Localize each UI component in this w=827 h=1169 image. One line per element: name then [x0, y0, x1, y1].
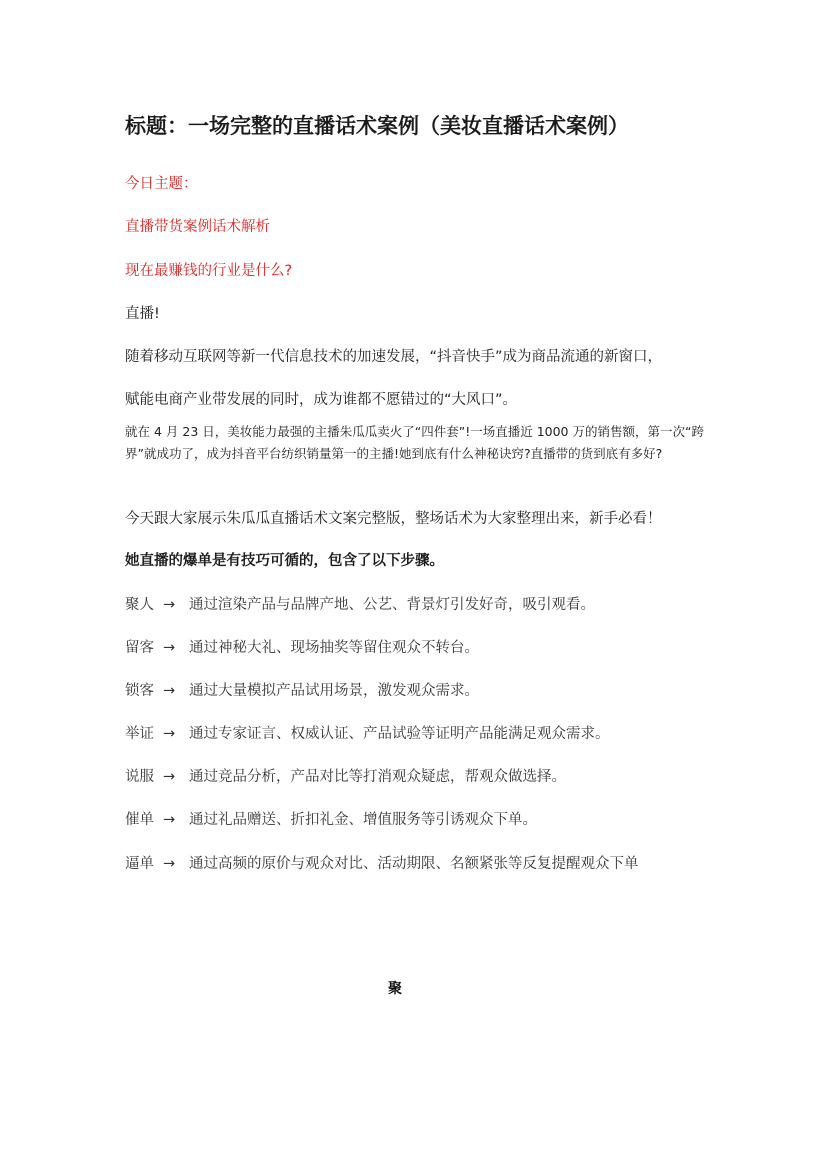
arrow-right-icon: → — [163, 856, 176, 872]
step-item — [125, 765, 566, 786]
red-line-question: 现在最赚钱的行业是什么? — [125, 263, 293, 279]
step-name: 催单 — [125, 812, 154, 828]
step-description: 通过礼品赠送、折扣礼金、增值服务等引诱观众下单。 — [189, 812, 537, 828]
step-description: 通过渲染产品与品牌产地、公艺、背景灯引发好奇，吸引观看。 — [189, 597, 595, 613]
bold-heading: 她直播的爆单是有技巧可循的，包含了以下步骤。 — [125, 553, 444, 569]
step-item — [125, 636, 479, 657]
step-description: 通过大量模拟产品试用场景，激发观众需求。 — [189, 683, 479, 699]
document-title: 标题：一场完整的直播话术案例（美妆直播话术案例） — [125, 114, 629, 138]
arrow-right-icon: → — [163, 726, 176, 742]
step-item — [125, 679, 479, 700]
paragraph-1-line-2: 赋能电商产业带发展的同时，成为谁都不愿错过的“大风口”。 — [125, 392, 518, 408]
step-item — [125, 722, 610, 743]
step-description: 通过高频的原价与观众对比、活动期限、名额紧张等反复提醒观众下单 — [189, 856, 639, 872]
arrow-right-icon: → — [163, 812, 176, 828]
arrow-right-icon: → — [163, 640, 176, 656]
step-item — [125, 593, 595, 614]
step-name: 举证 — [125, 726, 154, 742]
arrow-right-icon: → — [163, 597, 176, 613]
paragraph-live: 直播! — [125, 306, 160, 322]
step-item — [125, 852, 639, 873]
step-name: 锁客 — [125, 683, 154, 699]
step-name: 说服 — [125, 769, 154, 785]
step-name: 聚人 — [125, 597, 154, 613]
step-item — [125, 808, 537, 829]
red-line-today-topic: 今日主题： — [125, 176, 198, 192]
paragraph-1-line-1: 随着移动互联网等新一代信息技术的加速发展，“抖音快手”成为商品流通的新窗口， — [125, 349, 663, 365]
small-paragraph: 就在 4 月 23 日，美妆能力最强的主播朱瓜瓜卖火了“四件套”!一场直播近 1000 万的销售额，第一次“跨界”就成功了，成为抖音平台纺织销量第一的主播!她到底有什么神秘诀窍?直播带的货到底有多好? — [125, 424, 704, 461]
paragraph-2: 今天跟大家展示朱瓜瓜直播话术文案完整版，整场话术为大家整理出来，新手必看！ — [125, 511, 662, 527]
step-description: 通过专家证言、权威认证、产品试验等证明产品能满足观众需求。 — [189, 726, 610, 742]
arrow-right-icon: → — [163, 683, 176, 699]
step-description: 通过神秘大礼、现场抽奖等留住观众不转台。 — [189, 640, 479, 656]
arrow-right-icon: → — [163, 769, 176, 785]
red-line-case-analysis: 直播带货案例话术解析 — [125, 219, 270, 235]
section-heading-char: 聚 — [388, 981, 402, 997]
step-name: 逼单 — [125, 856, 154, 872]
step-description: 通过竞品分析，产品对比等打消观众疑虑，帮观众做选择。 — [189, 769, 566, 785]
step-name: 留客 — [125, 640, 154, 656]
